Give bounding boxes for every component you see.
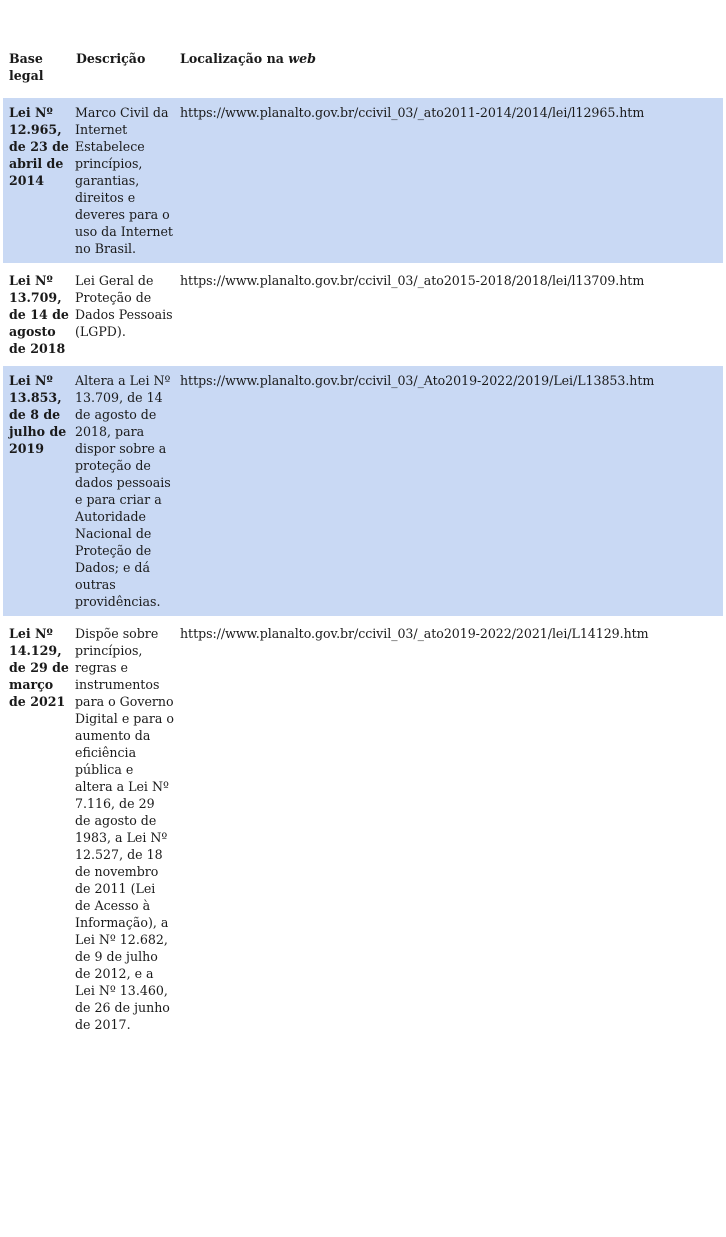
document-page bbox=[3, 44, 723, 1042]
legal-basis-table bbox=[3, 44, 723, 1042]
header-base-legal: Base legal bbox=[9, 51, 44, 83]
table-row bbox=[3, 265, 723, 365]
table-row bbox=[3, 98, 723, 265]
law-name-cell: Lei Nº 13.853, de 8 de julho de 2019 bbox=[3, 365, 70, 618]
law-description-cell: Marco Civil da Internet Estabelece princípios, garantias, direitos e deveres para o uso da Internet no Brasil. bbox=[70, 98, 174, 265]
law-description-cell: Lei Geral de Proteção de Dados Pessoais (LGPD). bbox=[70, 265, 174, 365]
header-localizacao-text: Localização na bbox=[180, 51, 289, 66]
law-name-cell: Lei Nº 14.129, de 29 de março de 2021 bbox=[3, 618, 70, 1041]
header-localizacao bbox=[174, 44, 723, 98]
law-description-cell: Dispõe sobre princípios, regras e instrumentos para o Governo Digital e para o aumento da eficiência pública e altera a Lei Nº 7.116, de 29 de agosto de 1983, a Lei Nº 12.527, de 18 de novembro de 2011 (Lei de Acesso à Informação), a Lei Nº 12.682, de 9 de julho de 2012, e a Lei Nº 13.460, de 26 de junho de 2017. bbox=[70, 618, 174, 1041]
law-url-cell: https://www.planalto.gov.br/ccivil_03/_ato2015-2018/2018/lei/l13709.htm bbox=[174, 265, 723, 365]
law-url-cell: https://www.planalto.gov.br/ccivil_03/_ato2019-2022/2021/lei/L14129.htm bbox=[174, 618, 723, 1041]
header-descricao: Descrição bbox=[76, 51, 146, 66]
table-row bbox=[3, 365, 723, 618]
header-localizacao-web: web bbox=[288, 51, 316, 66]
law-description-cell: Altera a Lei Nº 13.709, de 14 de agosto de 2018, para dispor sobre a proteção de dados pessoais e para criar a Autoridade Nacional de Proteção de Dados; e dá outras providências. bbox=[70, 365, 174, 618]
law-name-cell: Lei Nº 13.709, de 14 de agosto de 2018 bbox=[3, 265, 70, 365]
law-url-cell: https://www.planalto.gov.br/ccivil_03/_Ato2019-2022/2019/Lei/L13853.htm bbox=[174, 365, 723, 618]
law-url-cell: https://www.planalto.gov.br/ccivil_03/_ato2011-2014/2014/lei/l12965.htm bbox=[174, 98, 723, 265]
table-header-row bbox=[3, 44, 723, 98]
table-row bbox=[3, 618, 723, 1041]
law-name-cell: Lei Nº 12.965, de 23 de abril de 2014 bbox=[3, 98, 70, 265]
